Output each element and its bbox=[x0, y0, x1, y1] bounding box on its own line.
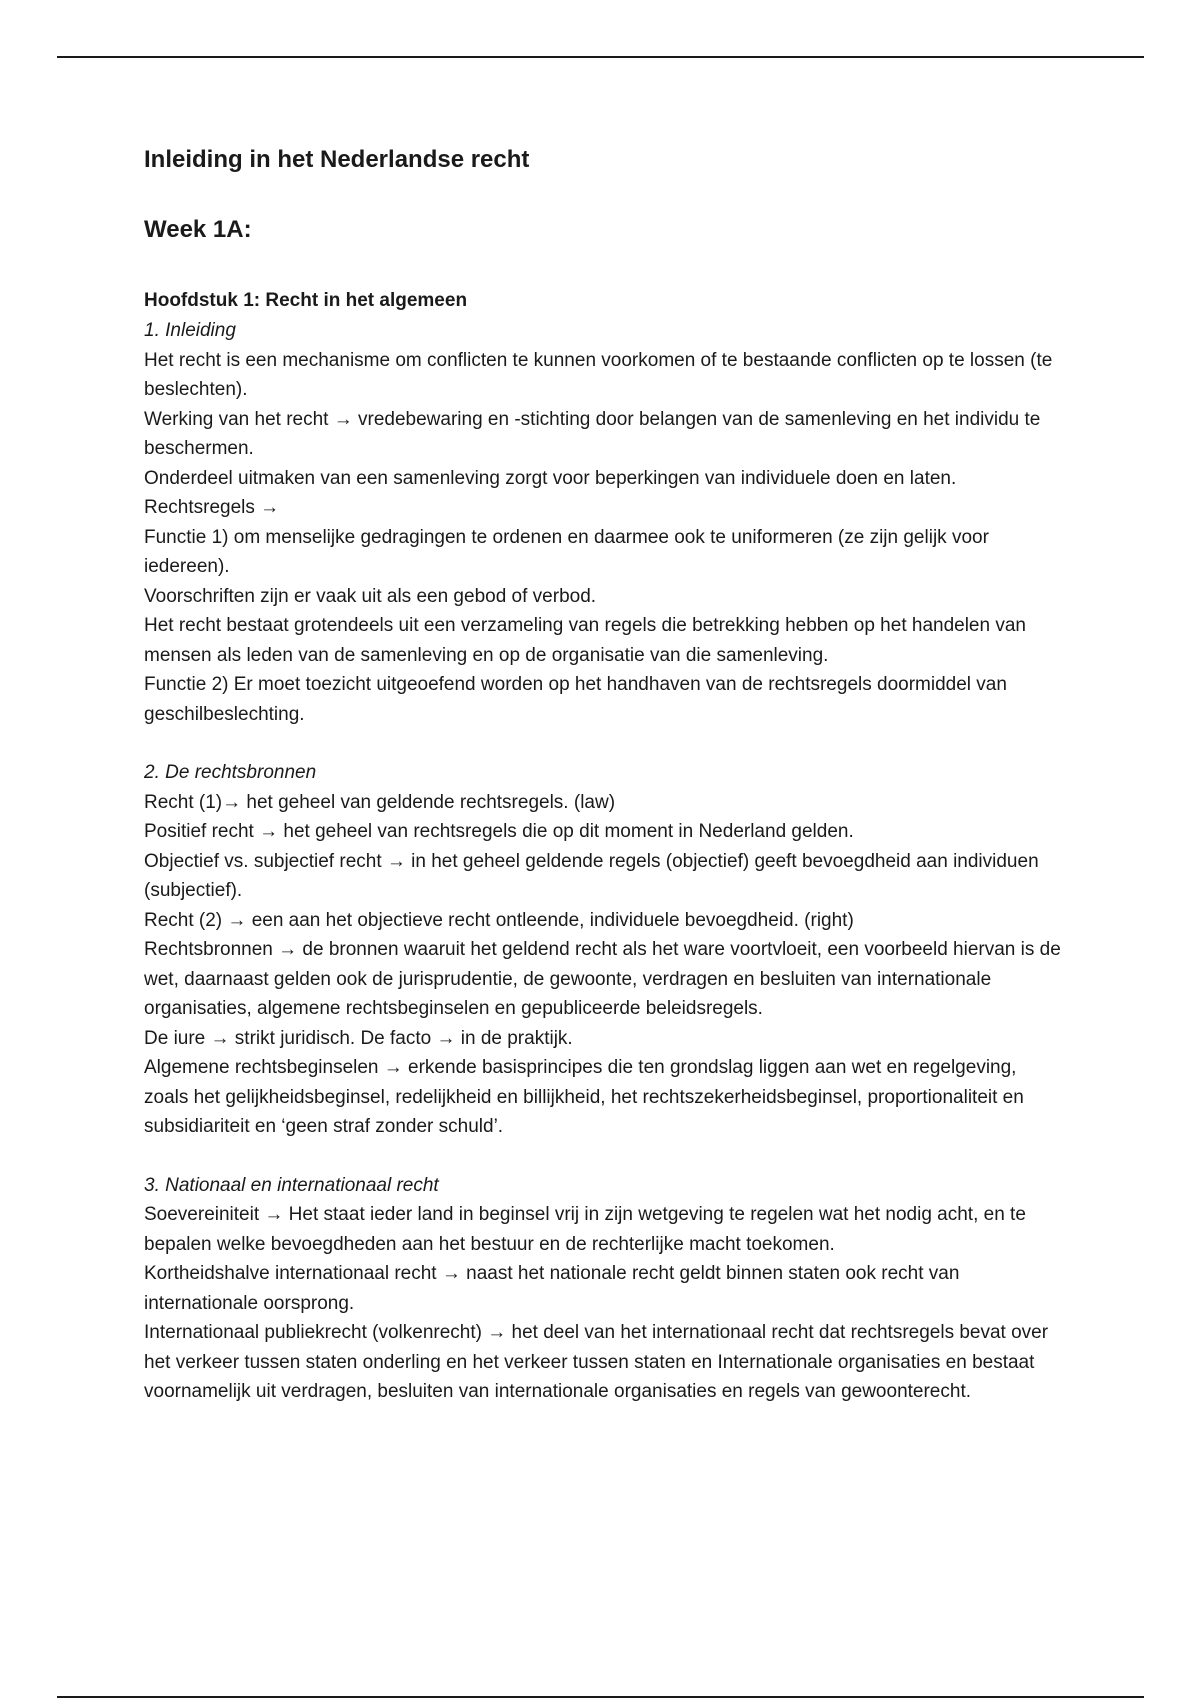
paragraph: Voorschriften zijn er vaak uit als een gebod of verbod. bbox=[144, 585, 597, 607]
paragraph: Werking van het recht → vredebewaring en -stichting door belangen van de samenleving en het individu te beschermen. bbox=[144, 408, 1041, 459]
paragraph: Objectief vs. subjectief recht → in het geheel geldende regels (objectief) geeft bevoegdheid aan individuen (subjectief). bbox=[144, 850, 1039, 901]
document-title: Inleiding in het Nederlandse recht bbox=[144, 146, 530, 173]
paragraph: Recht (2) → een aan het objectieve recht ontleende, individuele bevoegdheid. (right) bbox=[144, 909, 854, 931]
paragraph: Recht (1)→ het geheel van geldende rechtsregels. (law) bbox=[144, 791, 616, 813]
paragraph: Rechtsbronnen → de bronnen waaruit het geldend recht als het ware voortvloeit, een voorbeeld hiervan is de wet, daarnaast gelden ook de jurisprudentie, de gewoonte, verdragen en besluiten van internationale organisaties, algemene rechtsbeginselen en gepubliceerde beleidsregels. bbox=[144, 939, 1061, 1019]
section-inleiding bbox=[144, 316, 1064, 729]
paragraph: Rechtsregels → bbox=[144, 497, 280, 518]
footer-rule bbox=[57, 1696, 1144, 1698]
paragraph: Positief recht → het geheel van rechtsregels die op dit moment in Nederland gelden. bbox=[144, 821, 854, 842]
paragraph: Functie 2) Er moet toezicht uitgeoefend worden op het handhaven van de rechtsregels doormiddel van geschilbeslechting. bbox=[144, 674, 1007, 725]
section-title: 1. Inleiding bbox=[144, 320, 236, 341]
header-rule bbox=[57, 56, 1144, 58]
section-title: 3. Nationaal en internationaal recht bbox=[144, 1174, 439, 1196]
chapter-heading: Hoofdstuk 1: Recht in het algemeen bbox=[144, 290, 468, 311]
paragraph: Soevereiniteit → Het staat ieder land in beginsel vrij in zijn wetgeving te regelen wat het nodig acht, en te bepalen welke bevoegdheden aan het bestuur en de rechterlijke macht toekomen. bbox=[144, 1204, 1026, 1255]
document-body bbox=[144, 140, 1064, 1407]
paragraph: Algemene rechtsbeginselen → erkende basisprincipes die ten grondslag liggen aan wet en regelgeving, zoals het gelijkheidsbeginsel, redelijkheid en billijkheid, het rechtszekerheidsbeginsel, proportionaliteit en subsidiariteit en ‘geen straf zonder schuld’. bbox=[144, 1057, 1024, 1137]
section-nationaal-internationaal bbox=[144, 1171, 1064, 1407]
paragraph: De iure → strikt juridisch. De facto → in de praktijk. bbox=[144, 1027, 573, 1049]
paragraph: Het recht is een mechanisme om conflicten te kunnen voorkomen of te bestaande conflicten op te lossen (te beslechten). bbox=[144, 349, 1053, 400]
paragraph: Onderdeel uitmaken van een samenleving zorgt voor beperkingen van individuele doen en laten. bbox=[144, 467, 957, 489]
paragraph: Het recht bestaat grotendeels uit een verzameling van regels die betrekking hebben op het handelen van mensen als leden van de samenleving en op de organisatie van die samenleving. bbox=[144, 615, 1026, 666]
paragraph: Functie 1) om menselijke gedragingen te ordenen en daarmee ook te uniformeren (ze zijn gelijk voor iedereen). bbox=[144, 526, 989, 577]
week-heading: Week 1A: bbox=[144, 216, 252, 243]
paragraph: Kortheidshalve internationaal recht → naast het nationale recht geldt binnen staten ook recht van internationale oorsprong. bbox=[144, 1263, 960, 1314]
paragraph: Internationaal publiekrecht (volkenrecht) → het deel van het internationaal recht dat rechtsregels bevat over het verkeer tussen staten onderling en het verkeer tussen staten en Internationale organisaties en bestaat voornamelijk uit verdragen, besluiten van internationale organisaties en regels van gewoonterecht. bbox=[144, 1322, 1049, 1402]
section-rechtsbronnen bbox=[144, 758, 1064, 1142]
section-title: 2. De rechtsbronnen bbox=[144, 762, 317, 783]
